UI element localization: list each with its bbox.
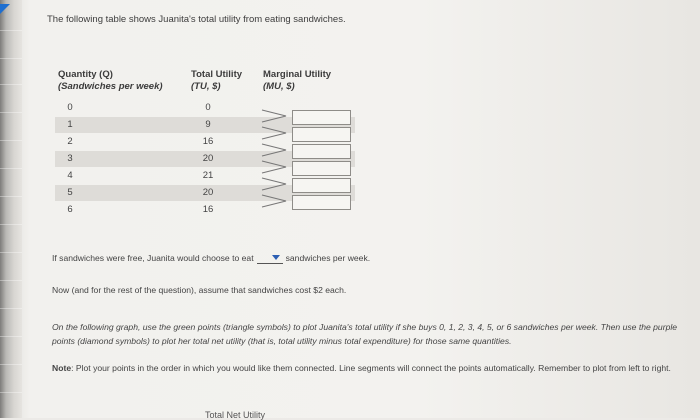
quantity-header	[58, 69, 163, 93]
total-utility-cell: 16	[202, 204, 214, 215]
quantity-cell: 2	[67, 136, 73, 147]
total-utility-cell: 9	[205, 119, 211, 130]
marginal-utility-header-label: Marginal Utility	[263, 69, 332, 80]
quantity-cell: 4	[67, 170, 73, 181]
quantity-cell: 1	[67, 119, 73, 130]
bracket-arrow-icon	[260, 109, 292, 123]
note-label: Note	[52, 363, 72, 373]
bracket-arrow-icon	[260, 126, 292, 140]
marginal-utility-input[interactable]	[292, 144, 351, 159]
total-utility-cell: 16	[202, 136, 214, 147]
quantity-cell: 6	[67, 204, 73, 215]
note-text	[52, 360, 682, 376]
total-utility-cell: 20	[202, 187, 214, 198]
note-body: : Plot your points in the order in which you would like them connected. Line segments will connect the points automatically. Remember to plot from left to right.	[71, 363, 671, 373]
marginal-utility-header	[263, 69, 331, 93]
free-sandwich-question	[52, 252, 370, 264]
quantity-header-unit: (Sandwiches per week)	[58, 81, 163, 92]
quantity-cell: 5	[67, 187, 73, 198]
total-utility-header-unit: (TU, $)	[191, 81, 221, 92]
total-utility-header	[191, 69, 242, 93]
total-utility-cell: 21	[202, 170, 214, 181]
marginal-utility-input[interactable]	[292, 195, 351, 210]
marginal-utility-input[interactable]	[292, 161, 351, 176]
corner-marker-icon	[0, 4, 10, 14]
total-utility-cell: 0	[205, 102, 211, 113]
quantity-cell: 3	[67, 153, 73, 164]
marginal-utility-header-unit: (MU, $)	[263, 81, 295, 92]
graph-legend-label: Total Net Utility	[205, 410, 266, 420]
intro-text: The following table shows Juanita's total utility from eating sandwiches.	[47, 14, 346, 25]
total-utility-header-label: Total Utility	[191, 69, 243, 80]
quantity-cell: 0	[67, 102, 73, 113]
bracket-arrow-icon	[260, 143, 292, 157]
graph-instructions-text: On the following graph, use the green points (triangle symbols) to plot Juanita's total utility if she buys 0, 1, 2, 3, 4, 5, or 6 sandwiches per week. Then use the purple points (diamond symbols) to plot her total net utility (that is, total utility minus total expenditure) for those same quantities.	[52, 322, 678, 346]
bracket-arrow-icon	[260, 160, 292, 174]
chevron-down-icon	[272, 255, 280, 260]
marginal-utility-input[interactable]	[292, 127, 351, 142]
price-assumption-text: Now (and for the rest of the question), assume that sandwiches cost $2 each.	[52, 285, 347, 295]
marginal-utility-input[interactable]	[292, 110, 351, 125]
bracket-arrow-icon	[260, 194, 292, 208]
question-text-after: sandwiches per week.	[285, 253, 371, 263]
quantity-header-label: Quantity (Q)	[58, 69, 113, 80]
total-utility-cell: 20	[202, 153, 214, 164]
sandwich-quantity-dropdown[interactable]	[257, 252, 283, 264]
marginal-utility-input[interactable]	[292, 178, 351, 193]
question-text-before: If sandwiches were free, Juanita would choose to eat	[52, 253, 254, 263]
bracket-arrow-icon	[260, 177, 292, 191]
left-edge-strip	[0, 0, 22, 418]
